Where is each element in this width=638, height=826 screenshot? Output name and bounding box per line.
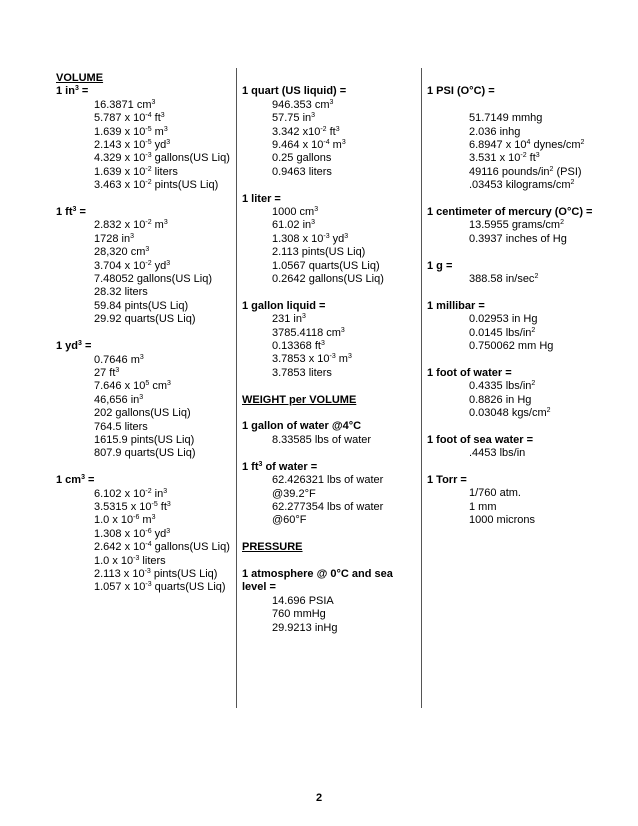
values-quart	[242, 99, 414, 179]
value-line: 62.426321 lbs of water	[272, 474, 384, 487]
values-liter	[242, 206, 414, 286]
column-volume	[56, 72, 231, 595]
value-line: 0.3937 inches of Hg	[469, 232, 567, 245]
value-line: 1000 microns	[469, 514, 536, 527]
heading-foot-of-water: 1 foot of water =	[427, 366, 512, 379]
value-line: 51.7149 mmhg	[469, 112, 543, 125]
heading-gallon: 1 gallon liquid =	[242, 299, 326, 312]
heading-liter: 1 liter =	[242, 192, 281, 205]
value-line: 1.639 x $10^{-5}$ $m^3$	[94, 125, 168, 138]
heading-cubic-foot-of-water: 1 $ft^3$ of water =	[242, 460, 318, 473]
value-line: 1728 $in^3$	[94, 232, 134, 245]
value-line: 3.531 x $10^{-2}$ $ft^3$	[469, 152, 540, 165]
values-psi	[427, 112, 607, 192]
values-torr	[427, 487, 607, 527]
heading-torr: 1 Torr =	[427, 474, 467, 487]
values-cubic-foot-of-water	[242, 474, 414, 528]
value-line: 16.3871 $cm^3$	[94, 98, 156, 111]
values-gallon-of-water	[242, 434, 414, 447]
heading-atmosphere: 1 atmosphere @ 0°C and sea level =	[242, 567, 393, 594]
column-divider-2	[421, 68, 422, 708]
value-line: 7.646 x $10^5$ $cm^3$	[94, 380, 171, 393]
section-heading-weight-per-volume: WEIGHT per VOLUME	[242, 393, 357, 406]
value-line: .4453 lbs/in	[469, 447, 526, 460]
value-line: 1 mm	[469, 500, 497, 513]
values-gravity	[427, 273, 607, 286]
value-line: 3.704 x $10^{-2}$ $yd^3$	[94, 259, 171, 272]
value-line: 4.329 x $10^{-3}$ gallons(US Liq)	[94, 152, 230, 165]
values-foot-of-sea-water	[427, 447, 607, 460]
value-line: 5.787 x $10^{-4}$ $ft^3$	[94, 112, 165, 125]
section-heading-volume: VOLUME	[56, 72, 104, 84]
value-line: 3.342 $x10^{-2}$ $ft^3$	[272, 125, 340, 138]
column-pressure	[427, 72, 607, 528]
value-line: 0.02953 in Hg	[469, 313, 538, 326]
value-line: 2.113 x $10^{-3}$ pints(US Liq)	[94, 567, 218, 580]
value-line: 29.92 quarts(US Liq)	[94, 313, 196, 326]
value-line: 0.4335 lbs/$in^2$	[469, 380, 536, 393]
heading-cubic-inch: 1 $in^3$ =	[56, 85, 89, 98]
heading-psi: 1 PSI (O°C) =	[427, 85, 495, 98]
value-line: 3785.4118 $cm^3$	[272, 326, 345, 339]
values-centimeter-of-mercury	[427, 219, 607, 246]
value-line: 0.0145 lbs/$in^2$	[469, 326, 536, 339]
value-line: 6.8947 x $10^4$ dynes/$cm^2$	[469, 139, 585, 151]
value-line: 8.33585 lbs of water	[272, 433, 372, 446]
value-line: 3.5315 x $10^{-5}$ $ft^3$	[94, 500, 171, 513]
column-divider-1	[236, 68, 237, 708]
value-line: 59.84 pints(US Liq)	[94, 299, 189, 312]
value-line: 28,320 $cm^3$	[94, 246, 150, 259]
heading-cubic-centimeter: 1 $cm^3$ =	[56, 474, 95, 487]
value-line: 2.113 pints(US Liq)	[272, 246, 366, 259]
column-volume-weight-pressure	[242, 72, 414, 635]
value-line: 1.0 x $10^{-3}$ liters	[94, 554, 166, 567]
values-cubic-foot	[56, 219, 231, 326]
section-heading-pressure: PRESSURE	[242, 541, 303, 554]
value-line: 3.463 x $10^{-2}$ pints(US Liq)	[94, 179, 219, 192]
heading-millibar: 1 millibar =	[427, 299, 485, 312]
value-line: 2.036 inhg	[469, 125, 521, 138]
heading-centimeter-of-mercury: 1 centimeter of mercury (O°C) =	[427, 206, 593, 219]
value-line: 3.7853 x $10^{-3}$ $m^3$	[272, 353, 352, 366]
value-line: 764.5 liters	[94, 420, 148, 433]
value-line: 61.02 $in^3$	[272, 219, 316, 232]
value-line: 1.308 x $10^{-6}$ $yd^3$	[94, 527, 171, 540]
values-cubic-inch	[56, 99, 231, 193]
values-millibar	[427, 313, 607, 353]
value-line: 0.03048 kgs/$cm^2$	[469, 407, 551, 420]
value-line: 0.9463 liters	[272, 165, 332, 178]
value-line: 49116 pounds/$in^2$ (PSI)	[469, 165, 582, 178]
page-number: 2	[315, 792, 323, 804]
value-line: 1.0 x $10^{-6}$ $m^3$	[94, 514, 156, 527]
value-line: 231 $in^3$	[272, 313, 306, 326]
values-gallon	[242, 313, 414, 380]
value-line: 29.9213 inHg	[272, 621, 338, 634]
value-line: 760 mmHg	[272, 608, 326, 621]
value-line: 62.277354 lbs of water	[272, 500, 384, 513]
value-line: 7.48052 gallons(US Liq)	[94, 273, 213, 286]
heading-gravity: 1 g =	[427, 259, 453, 272]
value-line: 0.8826 in Hg	[469, 393, 532, 406]
value-line: 388.58 $in/\sec^2$	[469, 273, 539, 286]
value-line: 1/760 atm.	[469, 487, 521, 500]
value-line: 202 gallons(US Liq)	[94, 407, 191, 420]
value-line: 1615.9 pints(US Liq)	[94, 433, 195, 446]
value-line: 1.639 x $10^{-2}$ liters	[94, 165, 178, 178]
value-line: 2.642 x $10^{-4}$ gallons(US Liq)	[94, 541, 230, 554]
value-line: @39.2°F	[272, 487, 316, 500]
value-line: 27 $ft^3$	[94, 366, 120, 379]
value-line: 46,656 $in^3$	[94, 393, 144, 406]
value-line: 946.353 $cm^3$	[272, 98, 334, 111]
values-cubic-centimeter	[56, 488, 231, 595]
heading-cubic-yard: 1 $yd^3$ =	[56, 340, 92, 353]
value-line: @60°F	[272, 514, 307, 527]
heading-gallon-of-water: 1 gallon of water @4°C	[242, 420, 362, 433]
heading-foot-of-sea-water: 1 foot of sea water =	[427, 433, 534, 446]
heading-quart: 1 quart (US liquid) =	[242, 85, 347, 98]
value-line: 6.102 x $10^{-2}$ $in^3$	[94, 487, 168, 500]
value-line: 13.5955 grams/$cm^2$	[469, 219, 565, 232]
value-line: 1000 $cm^3$	[272, 206, 319, 219]
value-line: 0.7646 $m^3$	[94, 353, 144, 366]
value-line: .03453 kilograms/$cm^2$	[469, 179, 575, 192]
value-line: 807.9 quarts(US Liq)	[94, 447, 196, 460]
value-line: 1.0567 quarts(US Liq)	[272, 259, 380, 272]
value-line: 0.2642 gallons(US Liq)	[272, 273, 384, 286]
values-atmosphere	[242, 595, 414, 635]
value-line: 1.057 x $10^{-3}$ quarts(US Liq)	[94, 581, 226, 594]
value-line: 2.832 x $10^{-2}$ $m^3$	[94, 219, 168, 232]
value-line: 14.696 PSIA	[272, 594, 334, 607]
value-line: 3.7853 liters	[272, 366, 332, 379]
value-line: 0.750062 mm Hg	[469, 340, 554, 353]
value-line: 2.143 x $10^{-5}$ $yd^3$	[94, 139, 171, 152]
value-line: 0.25 gallons	[272, 152, 332, 165]
value-line: 57.75 $in^3$	[272, 112, 316, 125]
value-line: 1.308 x $10^{-3}$ $yd^3$	[272, 232, 349, 245]
heading-cubic-foot: 1 $ft^3$ =	[56, 206, 86, 219]
values-cubic-yard	[56, 354, 231, 461]
value-line: 28.32 liters	[94, 286, 148, 299]
value-line: 0.13368 $ft^3$	[272, 340, 325, 353]
values-foot-of-water	[427, 380, 607, 420]
value-line: 9.464 x $10^{-4}$ $m^3$	[272, 139, 346, 152]
